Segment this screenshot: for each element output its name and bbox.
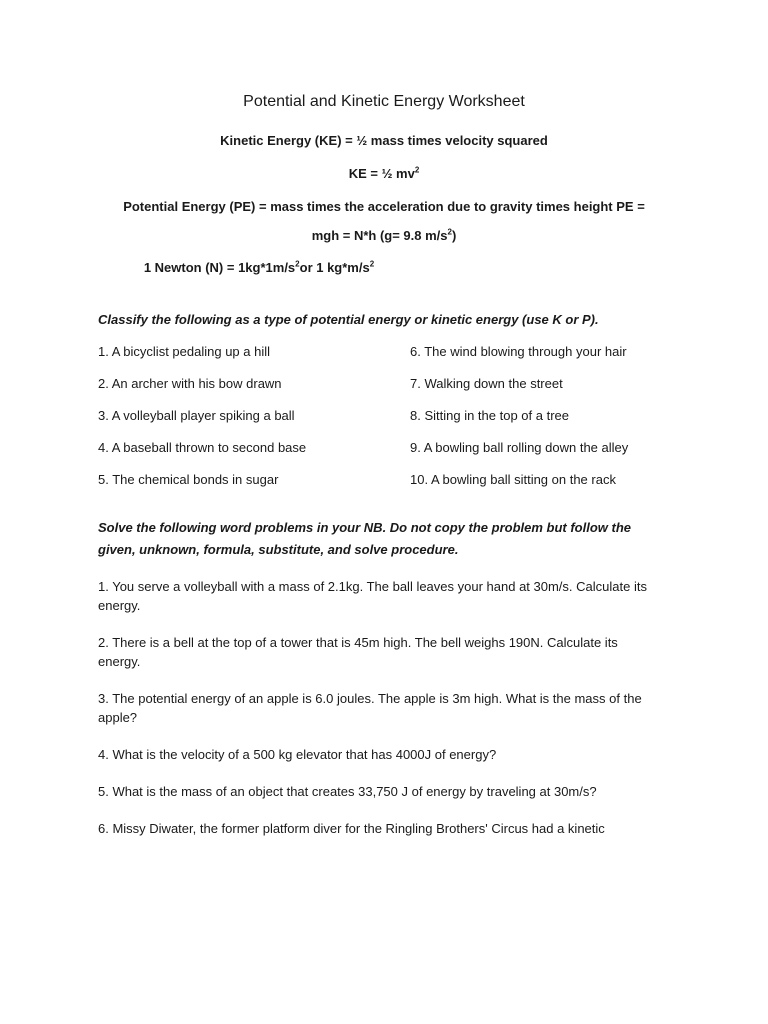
ke-formula xyxy=(0,166,768,181)
classify-item: 8. Sitting in the top of a tree xyxy=(410,408,569,423)
word-problem: 2. There is a bell at the top of a tower that is 45m high. The bell weighs 190N. Calculate its energy. xyxy=(98,635,618,669)
classify-instruction: Classify the following as a type of potential energy or kinetic energy (use K or P). xyxy=(98,312,599,327)
newton-definition xyxy=(0,260,643,275)
word-problem: 3. The potential energy of an apple is 6.0 joules. The apple is 3m high. What is the mass of the apple? xyxy=(98,691,642,725)
pe-formula-end: ) xyxy=(451,228,457,243)
classify-item: 1. A bicyclist pedaling up a hill xyxy=(98,344,270,359)
newton-text-b: or 1 kg*m/s xyxy=(299,260,370,275)
pe-formula xyxy=(0,228,768,243)
classify-item: 9. A bowling ball rolling down the alley xyxy=(410,440,629,455)
pe-definition: Potential Energy (PE) = mass times the acceleration due to gravity times height PE = xyxy=(123,199,645,214)
word-problem: 6. Missy Diwater, the former platform diver for the Ringling Brothers' Circus had a kinetic xyxy=(98,821,605,836)
ke-formula-text: KE = ½ mv xyxy=(348,166,415,181)
ke-definition: Kinetic Energy (KE) = ½ mass times velocity squared xyxy=(220,133,548,148)
worksheet-title: Potential and Kinetic Energy Worksheet xyxy=(243,93,525,110)
pe-formula-text: mgh = N*h (g= 9.8 m/s xyxy=(311,228,448,243)
word-problem: 5. What is the mass of an object that creates 33,750 J of energy by traveling at 30m/s? xyxy=(98,784,597,799)
classify-item: 4. A baseball thrown to second base xyxy=(98,440,307,455)
classify-item: 6. The wind blowing through your hair xyxy=(410,344,627,359)
classify-item: 7. Walking down the street xyxy=(410,376,563,391)
classify-left-column xyxy=(98,344,306,504)
classify-right-column xyxy=(410,344,628,504)
ke-formula-exponent: 2 xyxy=(414,165,420,175)
newton-text-a: 1 Newton (N) = 1kg*1m/s xyxy=(143,260,296,275)
word-problem: 1. You serve a volleyball with a mass of 2.1kg. The ball leaves your hand at 30m/s. Calculate its energy. xyxy=(98,579,647,613)
classify-item: 10. A bowling ball sitting on the rack xyxy=(410,472,616,487)
word-problems-instruction: Solve the following word problems in your NB. Do not copy the problem but follow the given, unknown, formula, substitute, and solve procedure. xyxy=(98,520,631,557)
newton-exponent-2: 2 xyxy=(369,259,375,269)
word-problem: 4. What is the velocity of a 500 kg elevator that has 4000J of energy? xyxy=(98,747,497,762)
pe-formula-exponent: 2 xyxy=(447,227,452,237)
classify-item: 3. A volleyball player spiking a ball xyxy=(98,408,295,423)
newton-exponent-1: 2 xyxy=(295,259,300,269)
classify-item: 2. An archer with his bow drawn xyxy=(98,376,282,391)
classify-item: 5. The chemical bonds in sugar xyxy=(98,472,279,487)
word-problems-list xyxy=(98,577,658,856)
